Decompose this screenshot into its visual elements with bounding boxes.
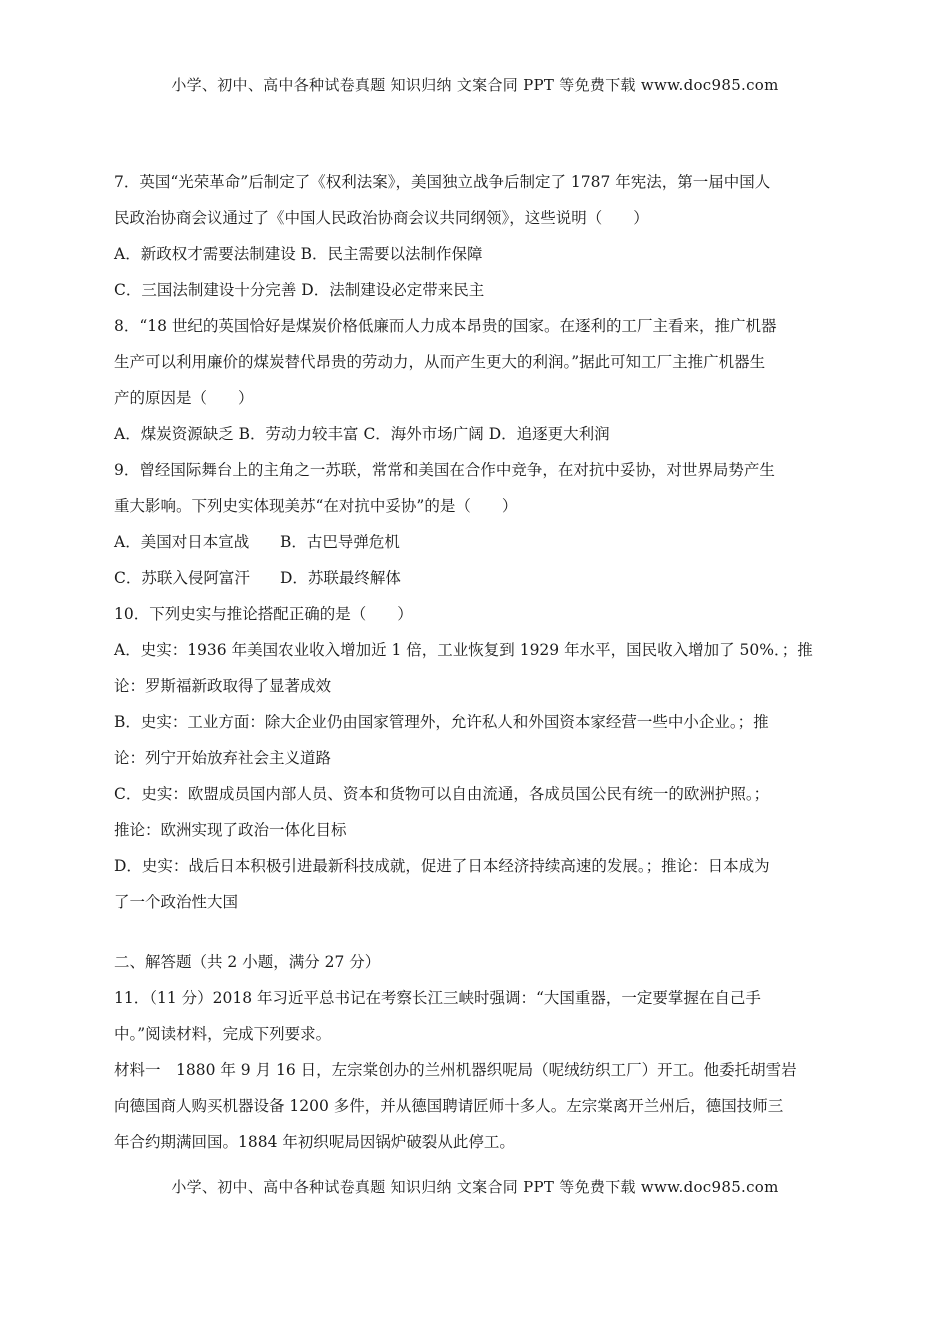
question-11 <box>114 986 836 1166</box>
q10-option-b-line-1: B．史实：工业方面：除大企业仍由国家管理外，允许私人和外国资本家经营一些中小企业。；推 <box>114 713 769 731</box>
q9-option-d: D．苏联最终解体 <box>280 569 401 587</box>
q9-option-a: A．美国对日本宣战 <box>114 533 250 551</box>
q7-options-cd: C．三国法制建设十分完善 D．法制建设必定带来民主 <box>114 281 485 299</box>
q11-stem-line-2: 中。”阅读材料，完成下列要求。 <box>114 1025 332 1043</box>
q9-option-b: B．古巴导弹危机 <box>280 533 400 551</box>
q10-option-a-line-2: 论：罗斯福新政取得了显著成效 <box>114 677 332 695</box>
q10-option-d-line-2: 了一个政治性大国 <box>114 893 239 911</box>
question-10 <box>114 602 836 926</box>
q10-stem: 10．下列史实与推论搭配正确的是（ ） <box>114 605 413 623</box>
page-footer: 小学、初中、高中各种试卷真题 知识归纳 文案合同 PPT 等免费下载 www.doc985.com <box>171 1178 779 1196</box>
q8-options: A．煤炭资源缺乏 B．劳动力较丰富 C．海外市场广阔 D．追逐更大利润 <box>114 425 610 443</box>
q11-stem-line-1: 11．（11 分）2018 年习近平总书记在考察长江三峡时强调：“大国重器，一定要掌握在自己手 <box>114 989 761 1007</box>
q9-stem-line-1: 9．曾经国际舞台上的主角之一苏联，常常和美国在合作中竞争，在对抗中妥协，对世界局势产生 <box>114 461 775 479</box>
exam-content <box>114 170 836 1166</box>
q11-material-1-line-2: 向德国商人购买机器设备 1200 多件，并从德国聘请匠师十多人。左宗棠离开兰州后，德国技师三 <box>114 1097 784 1115</box>
q7-options-ab: A．新政权才需要法制建设 B．民主需要以法制作保障 <box>114 245 483 263</box>
page-header: 小学、初中、高中各种试卷真题 知识归纳 文案合同 PPT 等免费下载 www.doc985.com <box>171 76 779 94</box>
q10-option-c-line-1: C．史实：欧盟成员国内部人员、资本和货物可以自由流通，各成员国公民有统一的欧洲护照。； <box>114 785 770 803</box>
q9-options-ab <box>114 530 836 566</box>
q9-option-c: C．苏联入侵阿富汗 <box>114 569 250 587</box>
question-7 <box>114 170 836 314</box>
section-2-title: 二、解答题（共 2 小题，满分 27 分） <box>114 953 381 971</box>
q7-stem-line-2: 民政治协商会议通过了《中国人民政治协商会议共同纲领》，这些说明（ ） <box>114 209 649 227</box>
q8-stem-line-1: 8．“18 世纪的英国恰好是煤炭价格低廉而人力成本昂贵的国家。在逐利的工厂主看来，推广机器 <box>114 317 777 335</box>
q11-material-1-line-3: 年合约期满回国。1884 年初织呢局因锅炉破裂从此停工。 <box>114 1133 515 1151</box>
section-spacer <box>114 926 836 950</box>
question-8 <box>114 314 836 458</box>
q9-options-cd <box>114 566 836 602</box>
q10-option-d-line-1: D．史实：战后日本积极引进最新科技成就，促进了日本经济持续高速的发展。；推论：日本成为 <box>114 857 770 875</box>
q10-option-c-line-2: 推论：欧洲实现了政治一体化目标 <box>114 821 347 839</box>
question-9 <box>114 458 836 602</box>
q11-material-1-line-1: 材料一 1880 年 9 月 16 日，左宗棠创办的兰州机器织呢局（呢绒纺织工厂）开工。他委托胡雪岩 <box>114 1061 797 1079</box>
q10-option-a-line-1: A．史实：1936 年美国农业收入增加近 1 倍，工业恢复到 1929 年水平，国民收入增加了 50%．；推 <box>114 641 813 659</box>
q10-option-b-line-2: 论：列宁开始放弃社会主义道路 <box>114 749 332 767</box>
q9-stem-line-2: 重大影响。下列史实体现美苏“在对抗中妥协”的是（ ） <box>114 497 518 515</box>
q8-stem-line-3: 产的原因是（ ） <box>114 389 254 407</box>
q8-stem-line-2: 生产可以利用廉价的煤炭替代昂贵的劳动力，从而产生更大的利润。”据此可知工厂主推广机器生 <box>114 353 766 371</box>
q7-stem-line-1: 7．英国“光荣革命”后制定了《权利法案》，美国独立战争后制定了 1787 年宪法，第一届中国人 <box>114 173 771 191</box>
